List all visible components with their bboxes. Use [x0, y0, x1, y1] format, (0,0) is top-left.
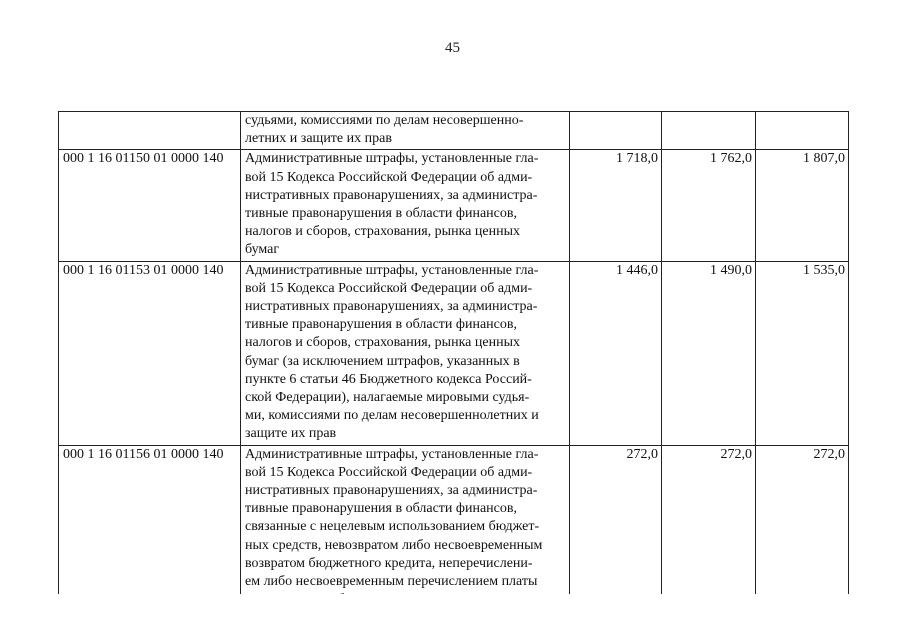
name-line: вой 15 Кодекса Российской Федерации об адми- [245, 464, 533, 480]
budget-code-cell: 000 1 16 01153 01 0000 140 [59, 261, 241, 445]
name-line: вой 15 Кодекса Российской Федерации об адми- [245, 280, 533, 296]
name-line: тивные правонарушения в области финансов, [245, 501, 517, 517]
name-line: Административные штрафы, установленные гла- [245, 151, 539, 167]
name-line: бумаг (за исключением штрафов, указанных в [245, 353, 520, 369]
amount-year-2-cell: 272,0 [662, 445, 756, 611]
name-line: пункте 6 статьи 46 Бюджетного кодекса Россий- [245, 371, 532, 387]
name-line: ми, комиссиями по делам несовершеннолетних и [245, 408, 539, 424]
amount-year-3-cell: 1 807,0 [756, 150, 849, 261]
amount-year-3-cell: 1 535,0 [756, 261, 849, 445]
amount-year-1-cell: 272,0 [570, 445, 662, 611]
budget-table [58, 111, 849, 611]
amount-year-1-cell: 1 446,0 [570, 261, 662, 445]
name-line: защите их прав [245, 426, 337, 442]
name-line: вой 15 Кодекса Российской Федерации об адми- [245, 169, 533, 185]
name-line: судьями, комиссиями по делам несовершенно- [245, 113, 524, 128]
amount-year-3-cell [756, 112, 849, 150]
name-line: налогов и сборов, страхования, рынка ценных [245, 335, 520, 351]
name-line: нистративных правонарушениях, за администра- [245, 483, 538, 499]
name-line: ской Федерации), налагаемые мировыми судья- [245, 390, 530, 406]
page-number: 45 [445, 40, 460, 56]
table-row [59, 150, 849, 261]
amount-year-3-cell: 272,0 [756, 445, 849, 611]
amount-year-2-cell: 1 762,0 [662, 150, 756, 261]
table-row [59, 112, 849, 150]
revenue-name-cell [241, 261, 570, 445]
name-line: тивные правонарушения в области финансов, [245, 317, 517, 333]
name-line: летних и защите их прав [245, 131, 392, 147]
amount-year-1-cell: 1 718,0 [570, 150, 662, 261]
amount-year-2-cell: 1 490,0 [662, 261, 756, 445]
table-row [59, 261, 849, 445]
name-line: Административные штрафы, установленные гла- [245, 262, 539, 278]
name-line: ем либо несвоевременным перечислением платы [245, 574, 538, 590]
budget-code-cell [59, 112, 241, 150]
name-line: бумаг [245, 242, 280, 258]
name-line: возвратом бюджетного кредита, неперечислени- [245, 555, 533, 571]
name-line: ных средств, невозвратом либо несвоевременным [245, 537, 543, 553]
name-line: связанные с нецелевым использованием бюджет- [245, 519, 540, 535]
name-line: Административные штрафы, установленные гла- [245, 446, 539, 462]
name-line: налогов и сборов, страхования, рынка ценных [245, 224, 520, 240]
name-line: нистративных правонарушениях, за администра- [245, 187, 538, 203]
budget-code-cell: 000 1 16 01150 01 0000 140 [59, 150, 241, 261]
revenue-name-cell [241, 150, 570, 261]
table-row [59, 445, 849, 611]
amount-year-1-cell [570, 112, 662, 150]
page-bottom-margin [0, 594, 905, 640]
revenue-name-cell [241, 445, 570, 611]
amount-year-2-cell [662, 112, 756, 150]
name-line: нистративных правонарушениях, за администра- [245, 299, 538, 315]
name-line: тивные правонарушения в области финансов, [245, 206, 517, 222]
budget-code-cell: 000 1 16 01156 01 0000 140 [59, 445, 241, 611]
revenue-name-cell [241, 112, 570, 150]
